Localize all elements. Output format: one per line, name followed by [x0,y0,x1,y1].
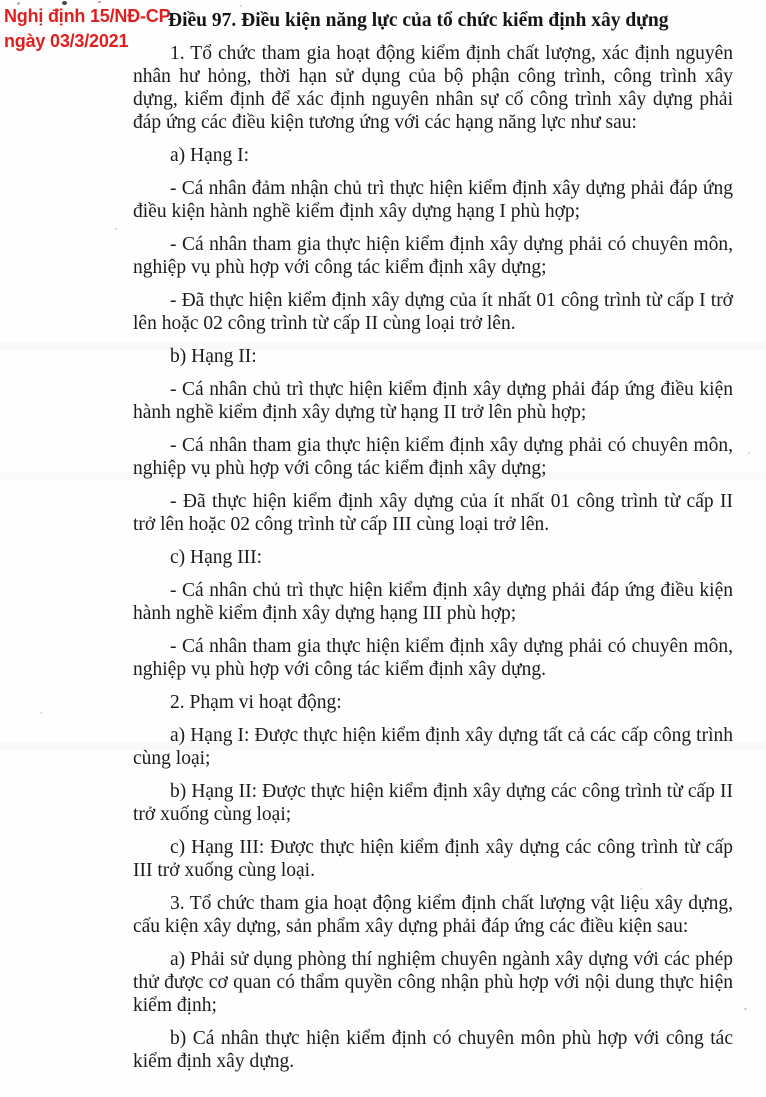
paragraph: a) Phải sử dụng phòng thí nghiệm chuyên ngành xây dựng với các phép thử được cơ quan có thẩm quyền công nhận phù hợp với nội dung thực hiện kiểm định; [133,949,733,1016]
paragraph: - Cá nhân chủ trì thực hiện kiểm định xây dựng phải đáp ứng điều kiện hành nghề kiểm định xây dựng hạng III phù hợp; [133,580,733,624]
paragraph: - Đã thực hiện kiểm định xây dựng của ít nhất 01 công trình từ cấp I trở lên hoặc 02 công trình từ cấp II cùng loại trở lên. [133,290,733,334]
paragraph: - Cá nhân tham gia thực hiện kiểm định xây dựng phải có chuyên môn, nghiệp vụ phù hợp với công tác kiểm định xây dựng; [133,435,733,479]
paragraph: a) Hạng I: [170,145,250,166]
paragraph: 3. Tổ chức tham gia hoạt động kiểm định chất lượng vật liệu xây dựng, cấu kiện xây dựng, sản phẩm xây dựng phải đáp ứng các điều kiện sau: [133,893,733,937]
paragraph: b) Cá nhân thực hiện kiểm định có chuyên môn phù hợp với công tác kiểm định xây dựng. [133,1028,733,1072]
paragraph: - Đã thực hiện kiểm định xây dựng của ít nhất 01 công trình từ cấp II trở lên hoặc 02 công trình từ cấp III cùng loại trở lên. [133,491,733,535]
paragraph: a) Hạng I: Được thực hiện kiểm định xây dựng tất cả các cấp công trình cùng loại; [133,725,733,769]
paragraph: - Cá nhân đảm nhận chủ trì thực hiện kiểm định xây dựng phải đáp ứng điều kiện hành nghề kiểm định xây dựng hạng I phù hợp; [133,178,733,222]
paragraph: 1. Tổ chức tham gia hoạt động kiểm định chất lượng, xác định nguyên nhân hư hỏng, thời hạn sử dụng của bộ phận công trình, công trình xây dựng, kiểm định để xác định nguyên nhân sự cố công trình xây dựng phải đáp ứng các điều kiện tương ứng với các hạng năng lực như sau: [133,43,733,133]
doc-ref-date: ngày 03/3/2021 [4,31,129,51]
paragraph: b) Hạng II: [170,346,257,367]
paragraph: c) Hạng III: [170,547,263,568]
paragraph: 2. Phạm vi hoạt động: [170,692,342,713]
paragraph: - Cá nhân tham gia thực hiện kiểm định xây dựng phải có chuyên môn, nghiệp vụ phù hợp với công tác kiểm định xây dựng; [133,234,733,278]
paragraph: c) Hạng III: Được thực hiện kiểm định xây dựng các công trình từ cấp III trở xuống cùng loại. [133,837,733,881]
paragraph: b) Hạng II: Được thực hiện kiểm định xây dựng các công trình từ cấp II trở xuống cùng loại; [133,781,733,825]
doc-ref-number: Nghị định 15/NĐ-CP [4,6,171,26]
paragraph: - Cá nhân chủ trì thực hiện kiểm định xây dựng phải đáp ứng điều kiện hành nghề kiểm định xây dựng từ hạng II trở lên phù hợp; [133,379,733,423]
article-title: Điều 97. Điều kiện năng lực của tổ chức kiểm định xây dựng [168,10,669,31]
paragraph: - Cá nhân tham gia thực hiện kiểm định xây dựng phải có chuyên môn, nghiệp vụ phù hợp với công tác kiểm định xây dựng. [133,636,733,680]
